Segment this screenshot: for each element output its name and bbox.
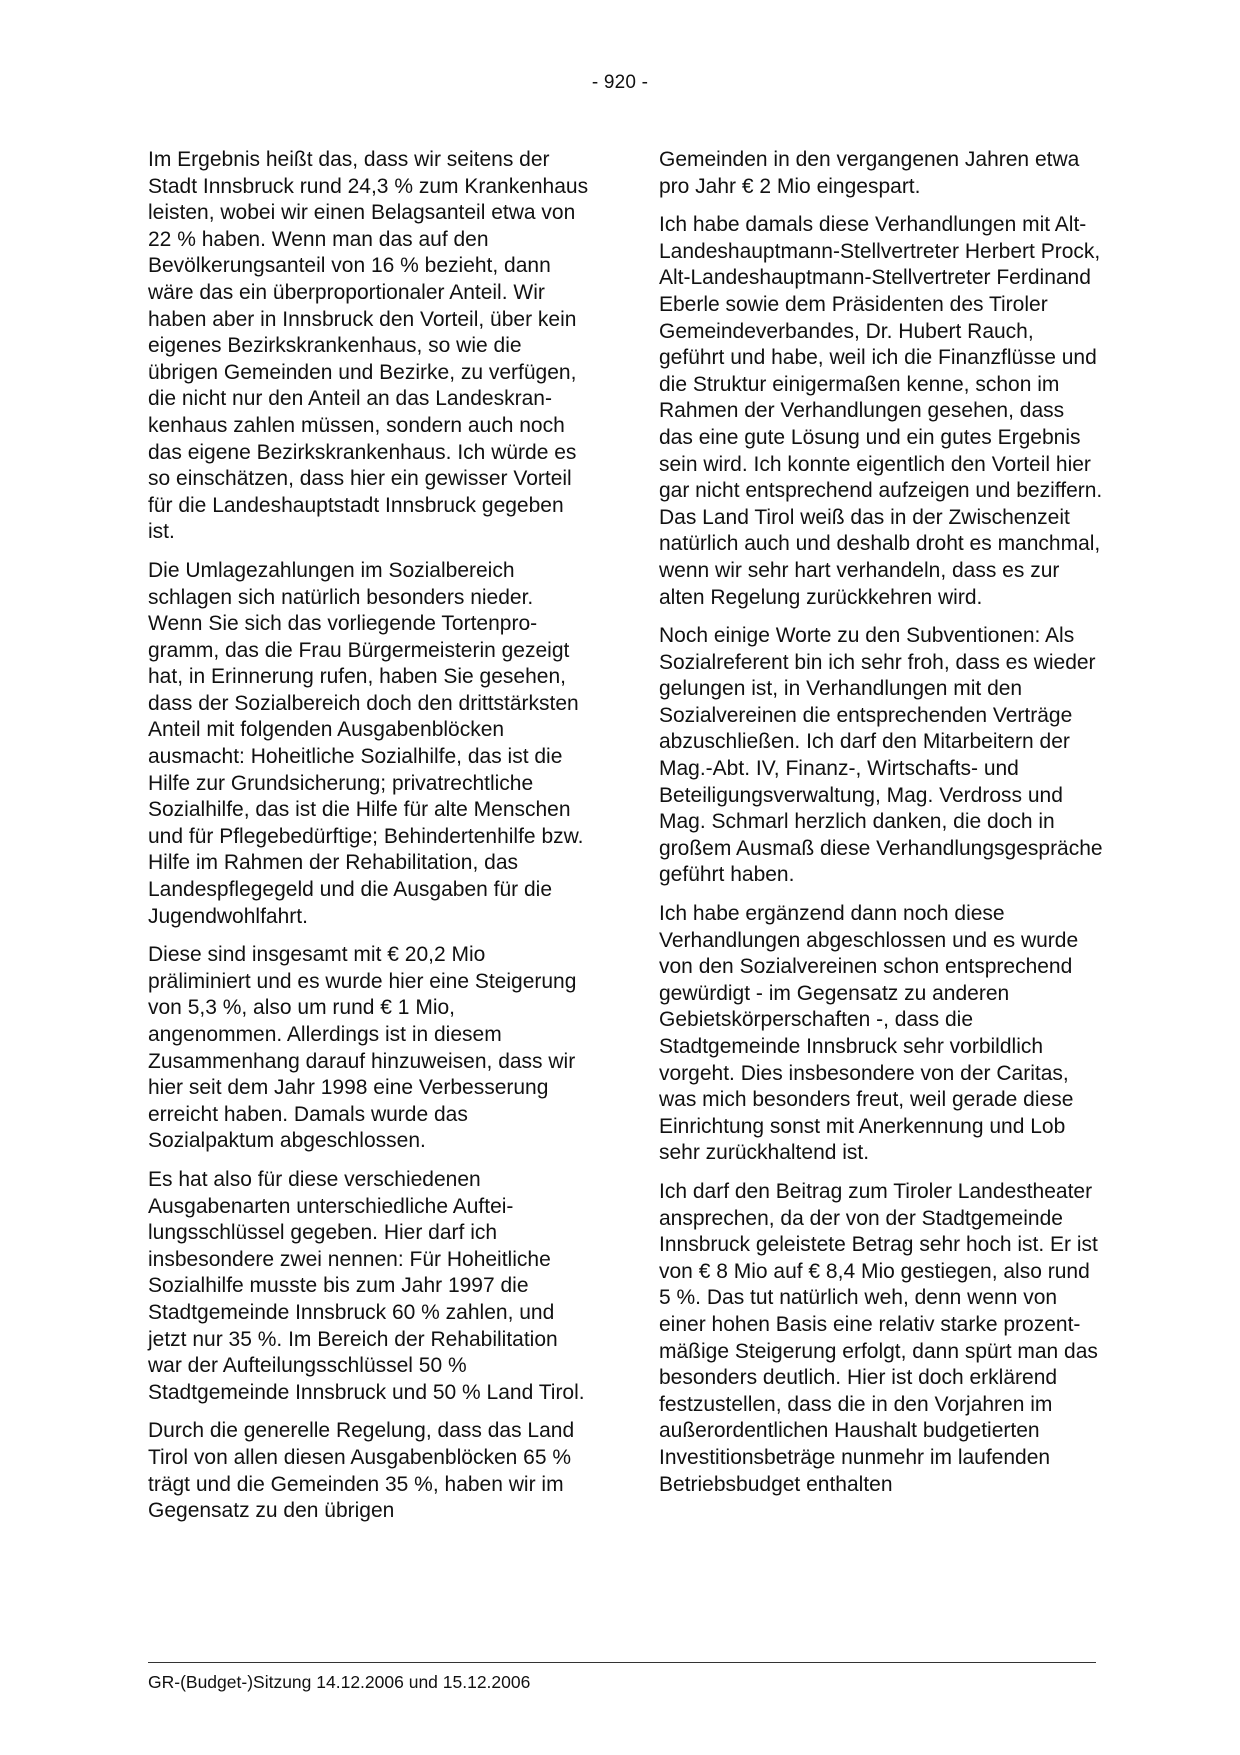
paragraph: Ich habe ergänzend dann noch diese Verhandlungen abgeschlossen und es wurde von den Sozialvereinen schon entsprechend gewürdigt - im Gegensatz zu anderen Gebietskörperschaften -, dass die Stadtgemeinde Innsbruck sehr vorbildlich vorgeht. Dies insbesondere von der Caritas, was mich besonders freut, weil gerade diese Einrichtung sonst mit Anerkennung und Lob sehr zurückhaltend ist. bbox=[659, 902, 1079, 1165]
paragraph: Es hat also für diese verschiedenen Ausgabenarten unterschiedliche Aufteilungsschlüssel gegeben. Hier darf ich insbesondere zwei nennen: Für Hoheitliche Sozialhilfe musste bis zum Jahr 1997 die Stadtgemeinde Innsbruck 60 % zahlen, und jetzt nur 35 %. Im Bereich der Rehabilitation war der Aufteilungsschlüssel 50 % Stadtgemeinde Innsbruck und 50 % Land Tirol. bbox=[148, 1167, 585, 1404]
footer-divider bbox=[148, 1662, 1096, 1663]
paragraph: Die Umlagezahlungen im Sozialbereich schlagen sich natürlich besonders nieder. Wenn Sie sich das vorliegende Tortenprogramm, das die Frau Bürgermeisterin gezeigt hat, in Erinnerung rufen, haben Sie gesehen, dass der Sozialbereich doch den drittstärksten Anteil mit folgenden Ausgabenblöcken ausmacht: Hoheitliche Sozialhilfe, das ist die Hilfe zur Grundsicherung; privatrechtliche Sozialhilfe, das ist die Hilfe für alte Menschen und für Pflegebedürftige; Behindertenhilfe bzw. Hilfe im Rahmen der Rehabilitation, das Landespflegegeld und die Ausgaben für die Jugendwohlfahrt. bbox=[148, 558, 584, 928]
paragraph: Ich darf den Beitrag zum Tiroler Landestheater ansprechen, da der von der Stadtgemeinde Innsbruck geleistete Betrag sehr hoch ist. Er ist von € 8 Mio auf € 8,4 Mio gestiegen, also rund 5 %. Das tut natürlich weh, denn wenn von einer hohen Basis eine relativ starke prozentmäßige Steigerung erfolgt, dann spürt man das besonders deutlich. Hier ist doch erklärend festzustellen, dass die in den Vorjahren im außerordentlichen Haushalt budgetierten Investitionsbeträge nunmehr im laufenden Betriebsbudget enthalten bbox=[659, 1179, 1098, 1496]
paragraph: Gemeinden in den vergangenen Jahren etwa pro Jahr € 2 Mio eingespart. bbox=[659, 148, 1080, 198]
footer-text: GR-(Budget-)Sitzung 14.12.2006 und 15.12.2006 bbox=[148, 1672, 531, 1692]
right-column bbox=[659, 147, 1103, 1510]
page-number: - 920 - bbox=[591, 72, 649, 93]
paragraph: Ich habe damals diese Verhandlungen mit Alt-Landeshauptmann-Stellvertreter Herbert Prock, Alt-Landeshauptmann-Stellvertreter Ferdinand Eberle sowie dem Präsidenten des Tiroler Gemeindeverbandes, Dr. Hubert Rauch, geführt und habe, weil ich die Finanzflüsse und die Struktur einigermaßen kenne, schon im Rahmen der Verhandlungen gesehen, dass das eine gute Lösung und ein gutes Ergebnis sein wird. Ich konnte eigentlich den Vorteil hier gar nicht entsprechend aufzeigen und beziffern. Das Land Tirol weiß das in der Zwischenzeit natürlich auch und deshalb droht es manchmal, wenn wir sehr hart verhandeln, dass es zur alten Regelung zurückkehren wird. bbox=[659, 213, 1103, 609]
paragraph: Durch die generelle Regelung, dass das Land Tirol von allen diesen Ausgabenblöcken 65 % trägt und die Gemeinden 35 %, haben wir im Gegensatz zu den übrigen bbox=[148, 1419, 575, 1523]
left-column bbox=[148, 147, 592, 1537]
paragraph: Diese sind insgesamt mit € 20,2 Mio präliminiert und es wurde hier eine Steigerung von 5,3 %, also um rund € 1 Mio, angenommen. Allerdings ist in diesem Zusammenhang darauf hinzuweisen, dass wir hier seit dem Jahr 1998 eine Verbesserung erreicht haben. Damals wurde das Sozialpaktum abgeschlossen. bbox=[148, 943, 577, 1153]
paragraph: Im Ergebnis heißt das, dass wir seitens der Stadt Innsbruck rund 24,3 % zum Krankenhaus leisten, wobei wir einen Belagsanteil etwa von 22 % haben. Wenn man das auf den Bevölkerungsanteil von 16 % bezieht, dann wäre das ein überproportionaler Anteil. Wir haben aber in Innsbruck den Vorteil, über kein eigenes Bezirkskrankenhaus, so wie die übrigen Gemeinden und Bezirke, zu verfügen, die nicht nur den Anteil an das Landeskrankenhaus zahlen müssen, sondern auch noch das eigene Bezirkskrankenhaus. Ich würde es so einschätzen, dass hier ein gewisser Vorteil für die Landeshauptstadt Innsbruck gegeben ist. bbox=[148, 148, 589, 544]
paragraph: Noch einige Worte zu den Subventionen: Als Sozialreferent bin ich sehr froh, dass es wieder gelungen ist, in Verhandlungen mit den Sozialvereinen die entsprechenden Verträge abzuschließen. Ich darf den Mitarbeitern der Mag.-Abt. IV, Finanz-, Wirtschafts- und Beteiligungsverwaltung, Mag. Verdross und Mag. Schmarl herzlich danken, die doch in großem Ausmaß diese Verhandlungsgespräche geführt haben. bbox=[659, 624, 1103, 887]
